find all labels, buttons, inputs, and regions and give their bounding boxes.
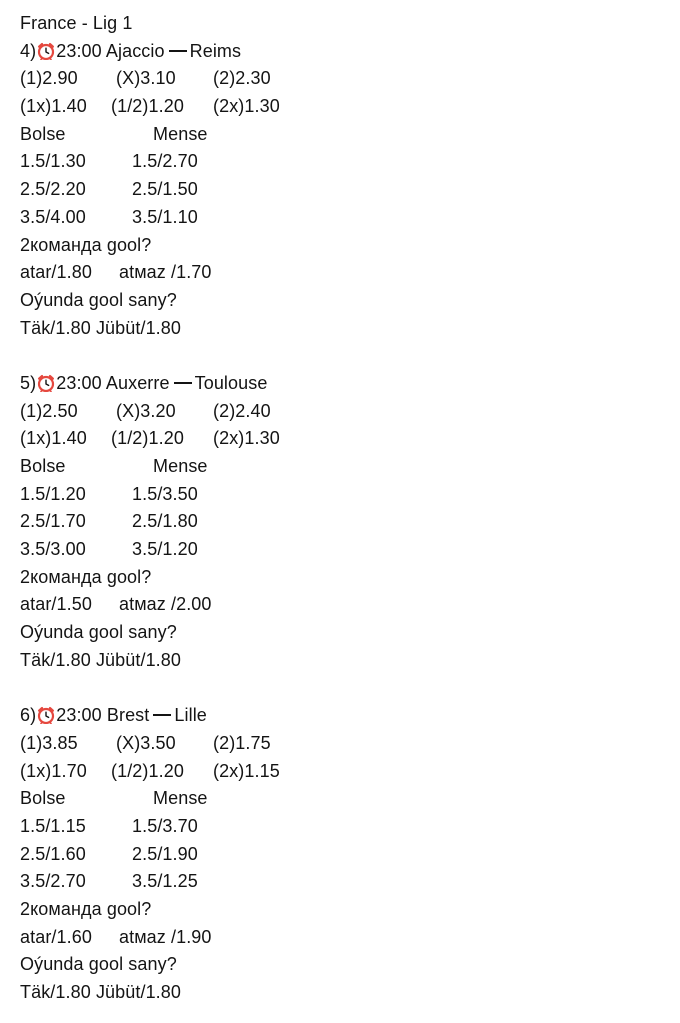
- double-chance-row: [20, 93, 660, 121]
- spacer: [20, 675, 660, 703]
- bolse-label: Bolse: [20, 456, 66, 476]
- odds-draw: (X)3.10: [116, 68, 176, 89]
- mense-label: Mense: [153, 456, 208, 476]
- odds-home: (1)2.90: [20, 68, 78, 89]
- over-odds: 3.5/3.00: [20, 539, 86, 560]
- odds-away: (2)2.40: [213, 400, 271, 421]
- match-header: [20, 370, 660, 398]
- odds-away: (2)2.30: [213, 68, 271, 89]
- over-under-row: [20, 204, 660, 232]
- match-header: [20, 702, 660, 730]
- matches-list: [20, 38, 660, 1007]
- over-under-row: [20, 148, 660, 176]
- btts-no: atмaz /1.90: [119, 926, 212, 947]
- mense-label: Mense: [153, 788, 208, 809]
- btts-row: [20, 591, 660, 619]
- alarm-clock-icon: [37, 374, 55, 392]
- odd-even-question: Oýunda gool sany?: [20, 289, 177, 310]
- btts-no: atмaz /2.00: [119, 594, 212, 615]
- away-team: Lille: [174, 705, 207, 726]
- home-team: Brest: [106, 705, 150, 726]
- btts-question: 2команда gool?: [20, 234, 152, 255]
- odd-even-question: Oýunda gool sany?: [20, 954, 177, 975]
- match-block: [20, 370, 660, 675]
- over-under-row: [20, 481, 660, 509]
- dc-1x: (1x)1.70: [20, 760, 87, 781]
- over-odds: 2.5/1.70: [20, 511, 86, 532]
- btts-yes: atar/1.50: [20, 594, 92, 615]
- double-chance-row: [20, 758, 660, 786]
- under-odds: 2.5/1.90: [132, 843, 198, 864]
- over-under-header: [20, 453, 660, 481]
- match-number: 6): [20, 705, 37, 726]
- league-title: France - Lig 1: [20, 13, 133, 33]
- over-under-row: [20, 813, 660, 841]
- btts-no: atмaz /1.70: [119, 262, 212, 283]
- dc-1x: (1x)1.40: [20, 96, 87, 117]
- dc-2x: (2x)1.30: [213, 96, 280, 117]
- odds-1x2-row: [20, 730, 660, 758]
- bolse-label: Bolse: [20, 788, 66, 809]
- odds-home: (1)2.50: [20, 400, 78, 421]
- home-team: Auxerre: [105, 372, 170, 393]
- under-odds: 3.5/1.25: [132, 871, 198, 892]
- btts-question: 2команда gool?: [20, 566, 152, 587]
- separator-dash: [169, 50, 187, 52]
- over-under-header: [20, 785, 660, 813]
- over-odds: 3.5/4.00: [20, 206, 86, 227]
- under-odds: 2.5/1.80: [132, 511, 198, 532]
- odds-draw: (X)3.20: [116, 400, 176, 421]
- match-time: 23:00: [56, 705, 102, 726]
- btts-yes: atar/1.60: [20, 926, 92, 947]
- alarm-clock-icon: [37, 42, 55, 60]
- odds-away: (2)1.75: [213, 732, 271, 753]
- under-odds: 1.5/2.70: [132, 151, 198, 172]
- home-team: Ajaccio: [105, 40, 165, 61]
- odds-document: [20, 10, 660, 1007]
- odds-home: (1)3.85: [20, 732, 78, 753]
- over-under-row: [20, 176, 660, 204]
- btts-yes: atar/1.80: [20, 262, 92, 283]
- under-odds: 1.5/3.70: [132, 815, 198, 836]
- match-header: [20, 38, 660, 66]
- over-under-row: [20, 841, 660, 869]
- over-odds: 1.5/1.30: [20, 151, 86, 172]
- over-odds: 3.5/2.70: [20, 871, 86, 892]
- btts-question: 2команда gool?: [20, 899, 152, 919]
- odd-even-row: Täk/1.80 Jübüt/1.80: [20, 317, 182, 338]
- away-team: Toulouse: [194, 372, 268, 393]
- match-block: [20, 38, 660, 343]
- dc-2x: (2x)1.15: [213, 760, 280, 781]
- separator-dash: [174, 382, 192, 384]
- alarm-clock-icon: [37, 706, 55, 724]
- over-under-row: [20, 536, 660, 564]
- odd-even-row: Täk/1.80 Jübüt/1.80: [20, 982, 182, 1003]
- match-time: 23:00: [56, 372, 102, 393]
- btts-row: [20, 924, 660, 952]
- match-number: 5): [20, 372, 37, 393]
- match-time: 23:00: [56, 40, 102, 61]
- btts-row: [20, 259, 660, 287]
- over-under-header: [20, 121, 660, 149]
- away-team: Reims: [189, 40, 242, 61]
- under-odds: 2.5/1.50: [132, 179, 198, 200]
- match-number: 4): [20, 40, 37, 61]
- over-odds: 2.5/1.60: [20, 843, 86, 864]
- over-odds: 1.5/1.20: [20, 483, 86, 504]
- dc-1x: (1x)1.40: [20, 428, 87, 449]
- odd-even-question: Oýunda gool sany?: [20, 622, 177, 643]
- over-odds: 2.5/2.20: [20, 179, 86, 200]
- over-under-row: [20, 868, 660, 896]
- dc-12: (1/2)1.20: [111, 760, 184, 781]
- under-odds: 3.5/1.10: [132, 206, 198, 227]
- dc-12: (1/2)1.20: [111, 428, 184, 449]
- under-odds: 3.5/1.20: [132, 539, 198, 560]
- under-odds: 1.5/3.50: [132, 483, 198, 504]
- spacer: [20, 342, 660, 370]
- double-chance-row: [20, 425, 660, 453]
- bolse-label: Bolse: [20, 123, 66, 144]
- odd-even-row: Täk/1.80 Jübüt/1.80: [20, 649, 182, 670]
- mense-label: Mense: [153, 123, 208, 144]
- odds-draw: (X)3.50: [116, 732, 176, 753]
- odds-1x2-row: [20, 398, 660, 426]
- odds-1x2-row: [20, 65, 660, 93]
- over-under-row: [20, 508, 660, 536]
- separator-dash: [153, 714, 171, 716]
- over-odds: 1.5/1.15: [20, 815, 86, 836]
- dc-12: (1/2)1.20: [111, 96, 184, 117]
- dc-2x: (2x)1.30: [213, 428, 280, 449]
- match-block: [20, 702, 660, 1007]
